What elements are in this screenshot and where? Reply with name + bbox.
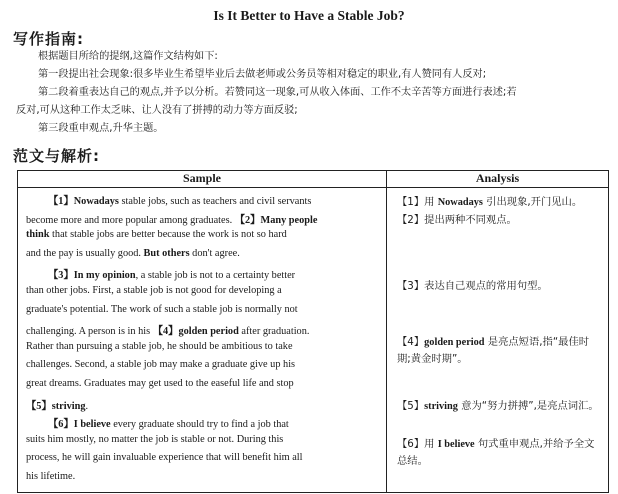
sample-heading: 范文与解析: — [13, 147, 100, 165]
note-5-keyword: striving — [424, 401, 458, 412]
analysis-note-3: 【3】表达自己观点的常用句型。 — [397, 280, 548, 292]
sample-keyword: 【3】In my opinion — [48, 270, 136, 282]
note-1-keyword: Nowadays — [437, 197, 483, 208]
sample-line — [26, 229, 376, 240]
note-4-prefix: 【4】 — [397, 336, 425, 348]
sample-text-run: . — [85, 400, 89, 412]
guide-paragraph-3a: 第二段着重表达自己的观点,并予以分析。若赞同这一现象,可从收入体面、工作不太辛苦等方面进行表述;若 — [38, 87, 517, 98]
sample-cell — [18, 188, 387, 493]
sample-keyword: 【6】I believe — [48, 419, 111, 431]
sample-line — [26, 378, 376, 389]
sample-line — [48, 415, 376, 430]
note-6-prefix: 【6】用 — [397, 438, 438, 450]
sample-keyword: But others — [143, 247, 190, 259]
sample-text-run: and the pay is usually good. — [26, 247, 144, 259]
sample-line — [26, 304, 376, 315]
column-header-analysis: Analysis — [387, 171, 609, 188]
analysis-cell — [387, 188, 609, 493]
sample-keyword: 【2】Many people — [234, 214, 318, 226]
sample-line — [48, 266, 376, 281]
sample-line — [26, 397, 376, 412]
analysis-note-6 — [397, 436, 602, 470]
sample-text-run: that stable jobs are better because the work is not so hard — [49, 229, 287, 241]
essay-title: Is It Better to Have a Stable Job? — [213, 8, 405, 23]
analysis-note-4 — [397, 334, 602, 368]
note-4-text: 是亮点短语,指“最佳时期;黄金时期”。 — [397, 336, 590, 365]
note-6-text: 句式重申观点,并给予全文总结。 — [397, 438, 595, 467]
guide-heading: 写作指南: — [13, 30, 84, 48]
note-1-text: 引出现象,开门见山。 — [482, 196, 583, 208]
sample-keyword: 【5】striving — [26, 400, 86, 412]
guide-paragraph-1: 根据题目所给的提纲,这篇作文结构如下: — [38, 51, 218, 62]
column-header-sample: Sample — [18, 171, 387, 188]
sample-keyword: 【1】Nowadays — [48, 196, 119, 207]
sample-keyword: think — [26, 229, 50, 241]
guide-paragraph-4: 第三段重申观点,升华主题。 — [38, 123, 164, 134]
guide-paragraph-2: 第一段提出社会现象:很多毕业生希望毕业后去做老师或公务员等相对稳定的职业,有人赞同有人反对; — [38, 69, 487, 80]
cropped-header-strip — [0, 0, 230, 4]
guide-paragraph-3b: 反对,可从这种工作太乏味、让人没有了拼搏的动力等方面反驳; — [16, 105, 298, 116]
sample-line — [26, 359, 376, 370]
sample-line — [26, 285, 376, 296]
sample-text-run: process, he will gain invaluable experience that will benefit him all — [26, 452, 303, 464]
sample-line — [26, 248, 376, 259]
sample-line — [26, 452, 376, 463]
note-5-prefix: 【5】 — [397, 400, 425, 412]
sample-text-run: every graduate should try to find a job that — [110, 419, 289, 431]
sample-text-run: his lifetime. — [26, 471, 76, 482]
sample-text-run: suits him mostly, no matter the job is stable or not. During this — [26, 433, 284, 445]
note-1-prefix: 【1】用 — [397, 196, 438, 208]
sample-text-run: become more and more popular among graduates. — [26, 214, 235, 226]
sample-analysis-table — [17, 170, 609, 493]
guide-text — [16, 48, 608, 138]
sample-text-run: after graduation. — [238, 326, 310, 338]
sample-line — [26, 434, 376, 445]
sample-text-run: than other jobs. First, a stable job is not good for developing a — [26, 285, 282, 296]
sample-line — [26, 471, 376, 482]
note-6-keyword: I believe — [437, 439, 475, 450]
analysis-note-1 — [397, 194, 602, 211]
sample-line — [48, 192, 376, 207]
sample-text-run: graduate's potential. The work of such a stable job is normally not — [26, 303, 298, 315]
sample-line — [26, 322, 376, 337]
sample-line — [26, 211, 376, 226]
sample-text-run: stable jobs, such as teachers and civil servants — [118, 196, 312, 207]
sample-text-run: challenging. A person is in his — [26, 326, 153, 338]
analysis-note-2: 【2】提出两种不同观点。 — [397, 214, 517, 226]
sample-text-run: Rather than pursuing a stable job, he should be ambitious to take — [26, 340, 293, 352]
note-5-text: 意为“努力拼搏”,是亮点词汇。 — [457, 400, 599, 412]
sample-text — [18, 188, 386, 492]
sample-line — [26, 341, 376, 352]
sample-keyword: 【4】golden period — [152, 326, 239, 338]
sample-text-run: great dreams. Graduates may get used to the easeful life and stop — [26, 378, 294, 389]
sample-text-run: challenges. Second, a stable job may make a graduate give up his — [26, 359, 296, 371]
analysis-notes — [387, 188, 608, 492]
sample-text-run: don't agree. — [189, 247, 240, 259]
sample-text-run: , a stable job is not to a certainty better — [135, 270, 296, 282]
analysis-note-5 — [397, 398, 602, 415]
note-4-keyword: golden period — [424, 337, 485, 348]
